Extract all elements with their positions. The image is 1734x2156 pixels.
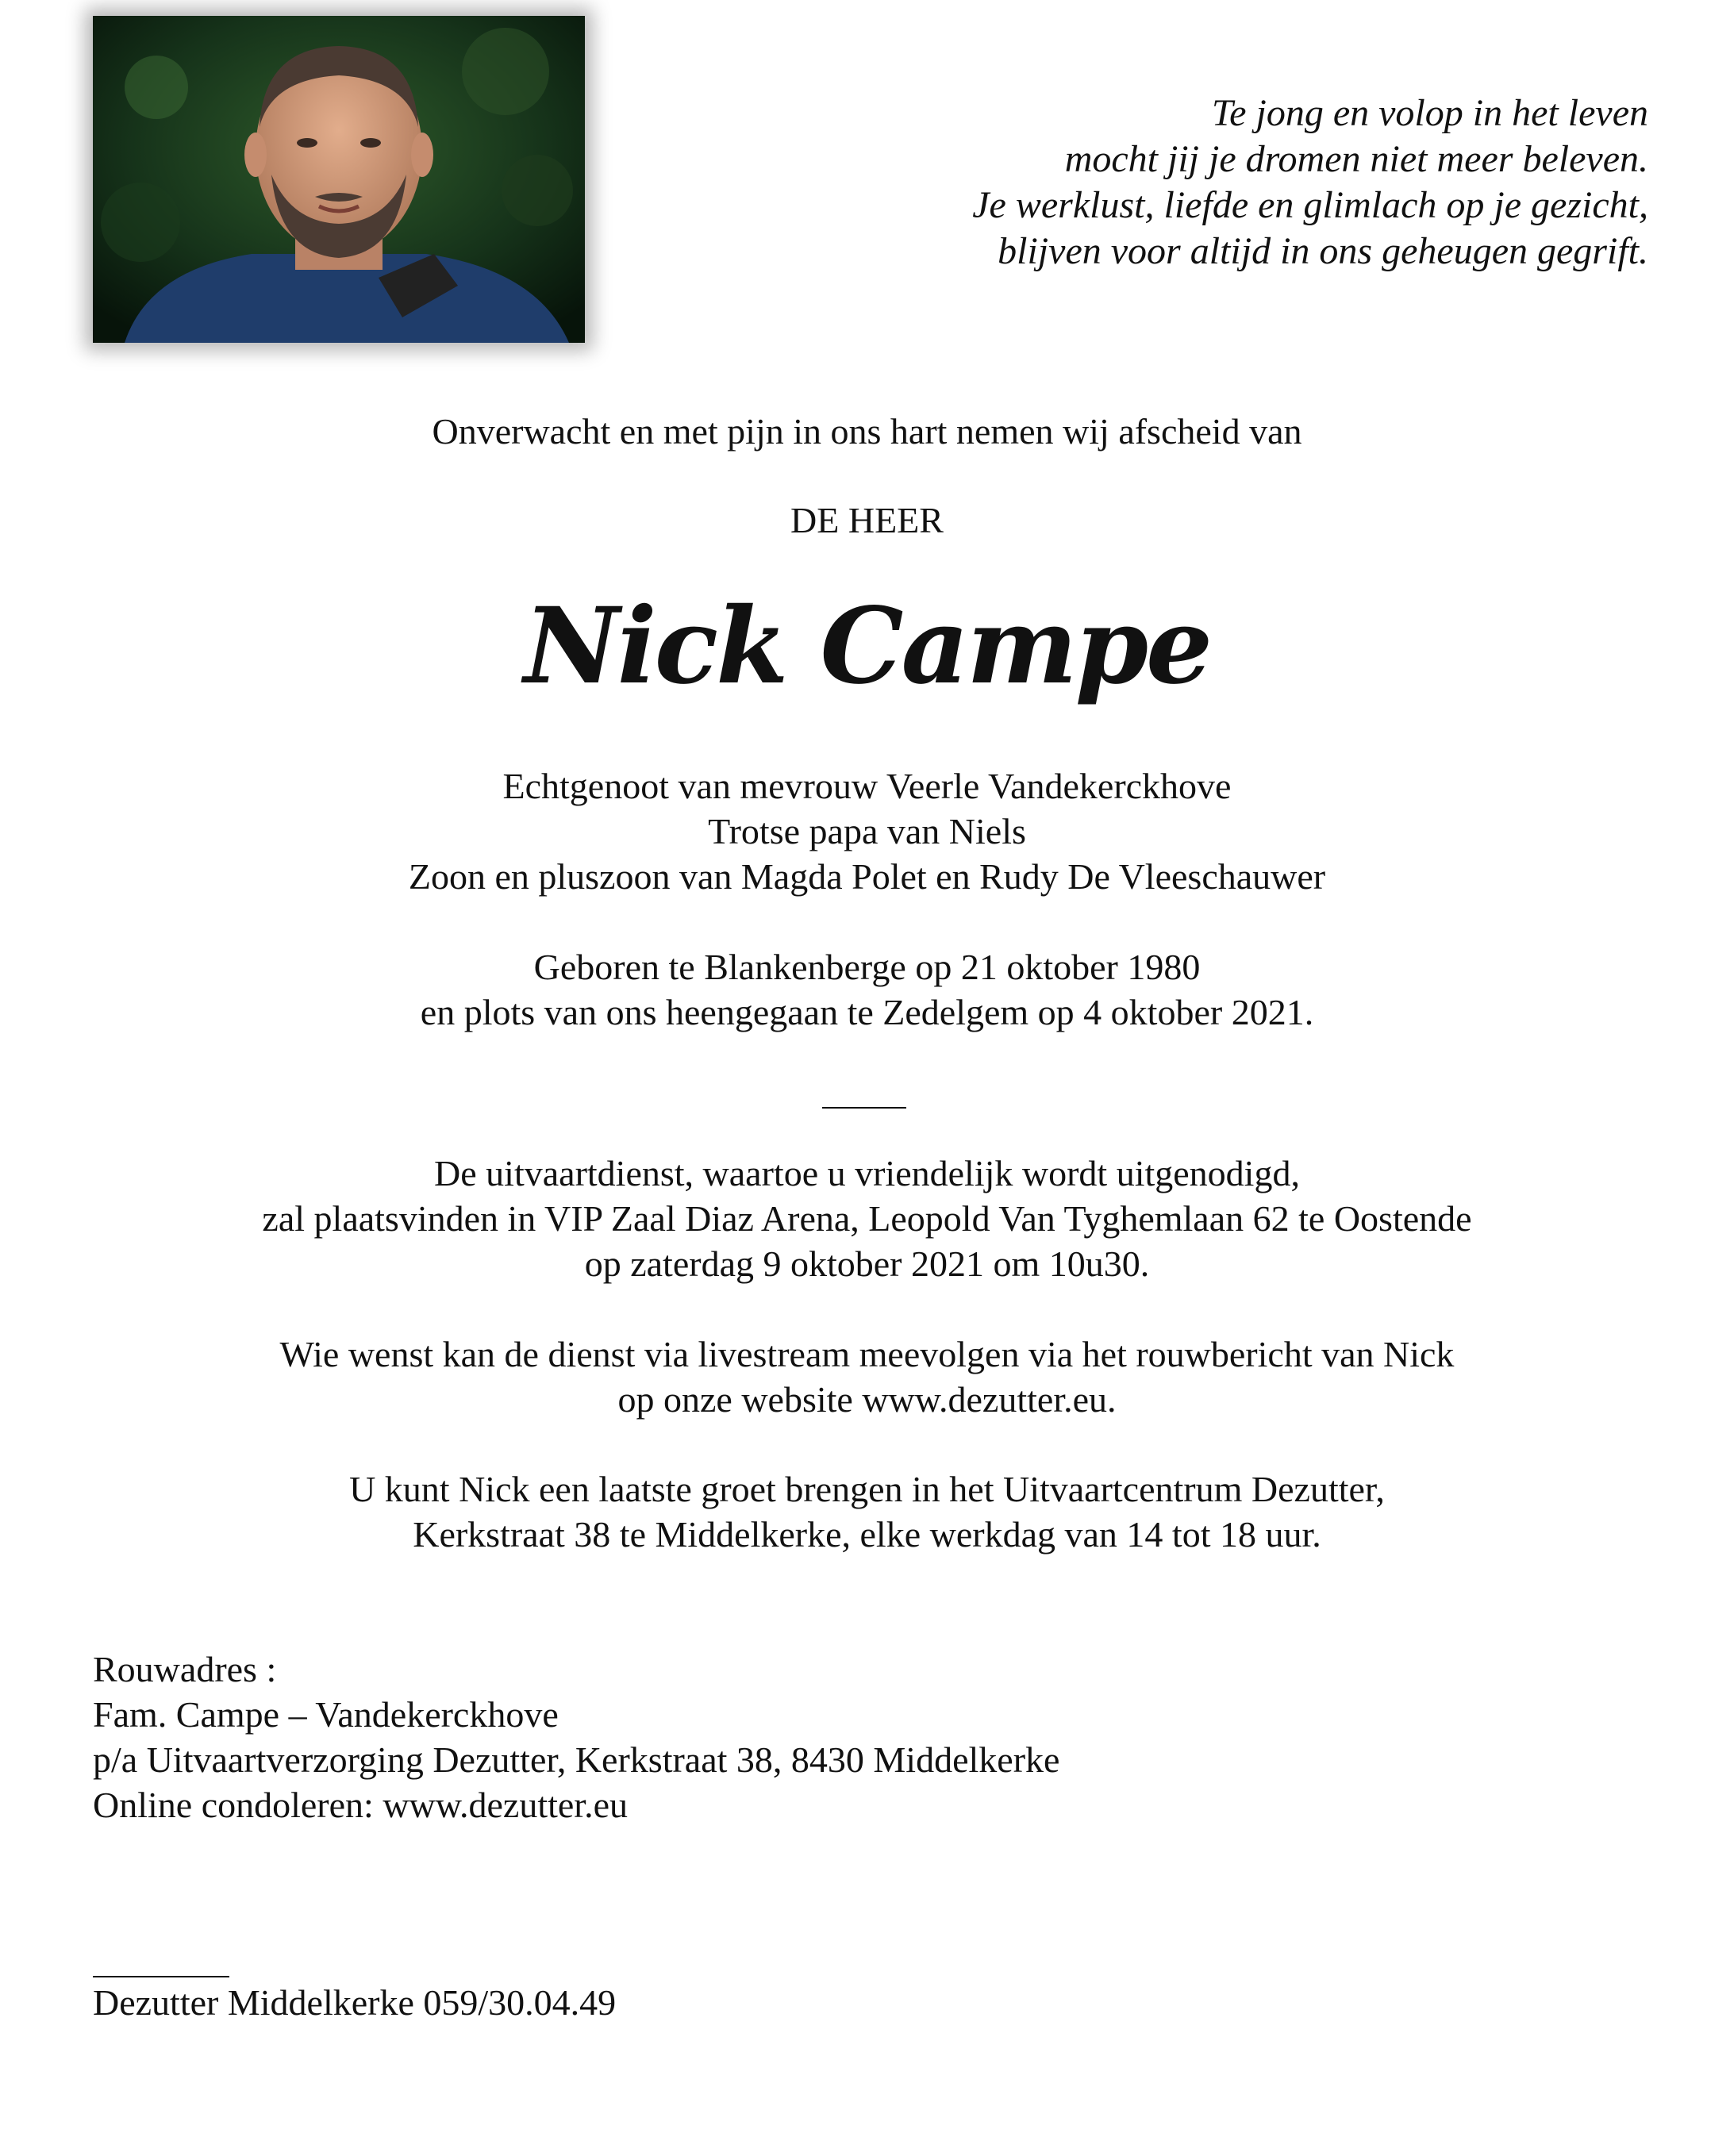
relation-line: Trotse papa van Niels — [708, 811, 1026, 851]
poem-line: Te jong en volop in het leven — [1211, 92, 1648, 134]
visit-line: U kunt Nick een laatste groet brengen in het Uitvaartcentrum Dezutter, — [349, 1469, 1385, 1509]
livestream-info — [0, 1332, 1734, 1422]
condolence-line: Online condoleren: www.dezutter.eu — [93, 1785, 629, 1825]
poem-line: blijven voor altijd in ons geheugen gegrift. — [998, 230, 1648, 272]
service-info — [0, 1151, 1734, 1286]
visit-info — [0, 1466, 1734, 1557]
service-line: De uitvaartdienst, waartoe u vriendelijk wordt uitgenodigd, — [434, 1153, 1300, 1193]
date-line: en plots van ons heengegaan te Zedelgem op 4 oktober 2021. — [420, 992, 1314, 1032]
service-line: zal plaatsvinden in VIP Zaal Diaz Arena, Leopold Van Tyghemlaan 62 te Oostende — [262, 1198, 1472, 1239]
honorific: DE HEER — [790, 500, 944, 540]
poem-line: mocht jij je dromen niet meer beleven. — [1064, 138, 1648, 180]
address-heading: Rouwadres : — [93, 1649, 277, 1689]
visit-line: Kerkstraat 38 te Middelkerke, elke werkdag van 14 tot 18 uur. — [413, 1514, 1321, 1555]
date-line: Geboren te Blankenberge op 21 oktober 1980 — [533, 947, 1201, 987]
service-line: op zaterdag 9 oktober 2021 om 10u30. — [584, 1243, 1150, 1284]
mourning-address — [93, 1647, 1059, 1827]
relations — [0, 763, 1734, 899]
relation-line: Zoon en pluszoon van Magda Polet en Rudy De Vleeschauwer — [408, 856, 1326, 897]
deceased-name: Nick Campe — [523, 585, 1211, 708]
address-line: p/a Uitvaartverzorging Dezutter, Kerkstraat 38, 8430 Middelkerke — [93, 1739, 1060, 1780]
relation-line: Echtgenoot van mevrouw Veerle Vandekerckhove — [502, 766, 1232, 806]
poem-line: Je werklust, liefde en glimlach op je gezicht, — [972, 184, 1648, 226]
life-dates — [0, 944, 1734, 1035]
footer-funeral-home: Dezutter Middelkerke 059/30.04.49 — [93, 1982, 617, 2023]
livestream-line: op onze website www.dezutter.eu. — [617, 1379, 1117, 1420]
livestream-line: Wie wenst kan de dienst via livestream meevolgen via het rouwbericht van Nick — [279, 1334, 1455, 1374]
portrait-image — [93, 16, 585, 343]
footer-rule — [93, 1976, 229, 1977]
portrait-photo — [93, 16, 585, 343]
intro-text: Onverwacht en met pijn in ons hart nemen wij afscheid van — [432, 411, 1302, 452]
poem — [855, 90, 1648, 275]
address-line: Fam. Campe – Vandekerckhove — [93, 1694, 559, 1735]
separator — [822, 1107, 906, 1109]
